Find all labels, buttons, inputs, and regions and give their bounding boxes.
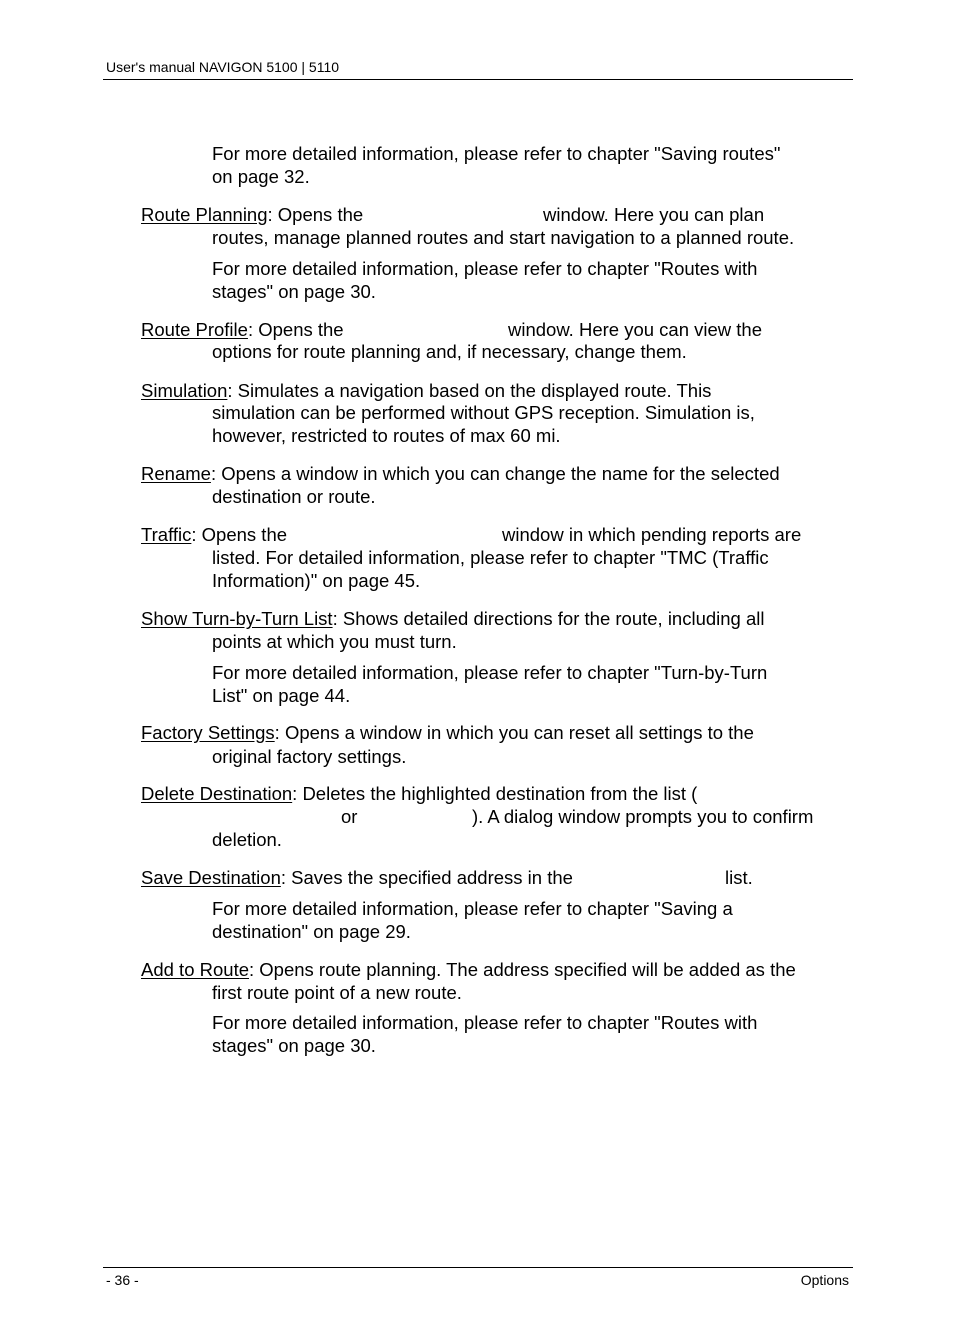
traffic-line-1: Traffic: Opens the bbox=[141, 524, 288, 545]
route-planning-ref-1: For more detailed information, please refer to chapter "Routes with bbox=[212, 258, 758, 279]
route-planning-line-1b: window. Here you can plan bbox=[543, 204, 765, 225]
intro-line-1: For more detailed information, please refer to chapter "Saving routes" bbox=[212, 143, 781, 164]
delete-dest-line-2b: ). A dialog window prompts you to confirm bbox=[472, 806, 814, 827]
simulation-line-1: Simulation: Simulates a navigation based on the displayed route. This bbox=[141, 380, 712, 401]
header-rule bbox=[103, 79, 853, 80]
route-profile-line-1b: window. Here you can view the bbox=[508, 319, 762, 340]
factory-term: Factory Settings bbox=[141, 722, 275, 743]
delete-dest-term: Delete Destination bbox=[141, 783, 293, 804]
intro-line-2: on page 32. bbox=[212, 166, 310, 187]
delete-dest-or: or bbox=[341, 806, 358, 827]
simulation-line-2: simulation can be performed without GPS reception. Simulation is, bbox=[212, 402, 755, 423]
turn-list-ref-1: For more detailed information, please refer to chapter "Turn-by-Turn bbox=[212, 662, 768, 683]
save-dest-line-1: Save Destination: Saves the specified address in the bbox=[141, 867, 573, 888]
add-route-line-2: first route point of a new route. bbox=[212, 982, 462, 1003]
page-number: - 36 - bbox=[106, 1272, 139, 1288]
traffic-line-1b: window in which pending reports are bbox=[502, 524, 802, 545]
add-route-ref-1: For more detailed information, please refer to chapter "Routes with bbox=[212, 1012, 758, 1033]
save-dest-line-1b: list. bbox=[725, 867, 753, 888]
delete-dest-line-3: deletion. bbox=[212, 829, 282, 850]
turn-list-ref-2: List" on page 44. bbox=[212, 685, 351, 706]
route-planning-line-2: routes, manage planned routes and start navigation to a planned route. bbox=[212, 227, 795, 248]
add-route-line-1: Add to Route: Opens route planning. The address specified will be added as the bbox=[141, 959, 796, 980]
save-dest-term: Save Destination bbox=[141, 867, 281, 888]
turn-list-term: Show Turn-by-Turn List bbox=[141, 608, 333, 629]
add-route-term: Add to Route bbox=[141, 959, 249, 980]
traffic-term: Traffic bbox=[141, 524, 192, 545]
rename-term: Rename bbox=[141, 463, 211, 484]
route-planning-term: Route Planning bbox=[141, 204, 268, 225]
route-profile-line-2: options for route planning and, if necessary, change them. bbox=[212, 341, 687, 362]
footer-rule bbox=[103, 1267, 853, 1268]
route-profile-term: Route Profile bbox=[141, 319, 248, 340]
simulation-line-3: however, restricted to routes of max 60 mi. bbox=[212, 425, 561, 446]
section-name: Options bbox=[800, 1272, 849, 1288]
save-dest-ref-1: For more detailed information, please refer to chapter "Saving a bbox=[212, 898, 733, 919]
delete-dest-line-1: Delete Destination: Deletes the highlighted destination from the list ( bbox=[141, 783, 698, 804]
running-header: User's manual NAVIGON 5100 | 5110 bbox=[106, 59, 340, 75]
factory-line-1: Factory Settings: Opens a window in which you can reset all settings to the bbox=[141, 722, 754, 743]
turn-list-line-2: points at which you must turn. bbox=[212, 631, 457, 652]
route-profile-line-1: Route Profile: Opens the bbox=[141, 319, 344, 340]
add-route-ref-2: stages" on page 30. bbox=[212, 1035, 376, 1056]
turn-list-line-1: Show Turn-by-Turn List: Shows detailed directions for the route, including all bbox=[141, 608, 765, 629]
traffic-line-2: listed. For detailed information, please refer to chapter "TMC (Traffic bbox=[212, 547, 769, 568]
route-planning-ref-2: stages" on page 30. bbox=[212, 281, 376, 302]
rename-line-1: Rename: Opens a window in which you can change the name for the selected bbox=[141, 463, 780, 484]
factory-line-2: original factory settings. bbox=[212, 746, 407, 767]
save-dest-ref-2: destination" on page 29. bbox=[212, 921, 411, 942]
rename-line-2: destination or route. bbox=[212, 486, 376, 507]
simulation-term: Simulation bbox=[141, 380, 228, 401]
traffic-line-3: Information)" on page 45. bbox=[212, 570, 421, 591]
route-planning-line-1: Route Planning: Opens the bbox=[141, 204, 364, 225]
